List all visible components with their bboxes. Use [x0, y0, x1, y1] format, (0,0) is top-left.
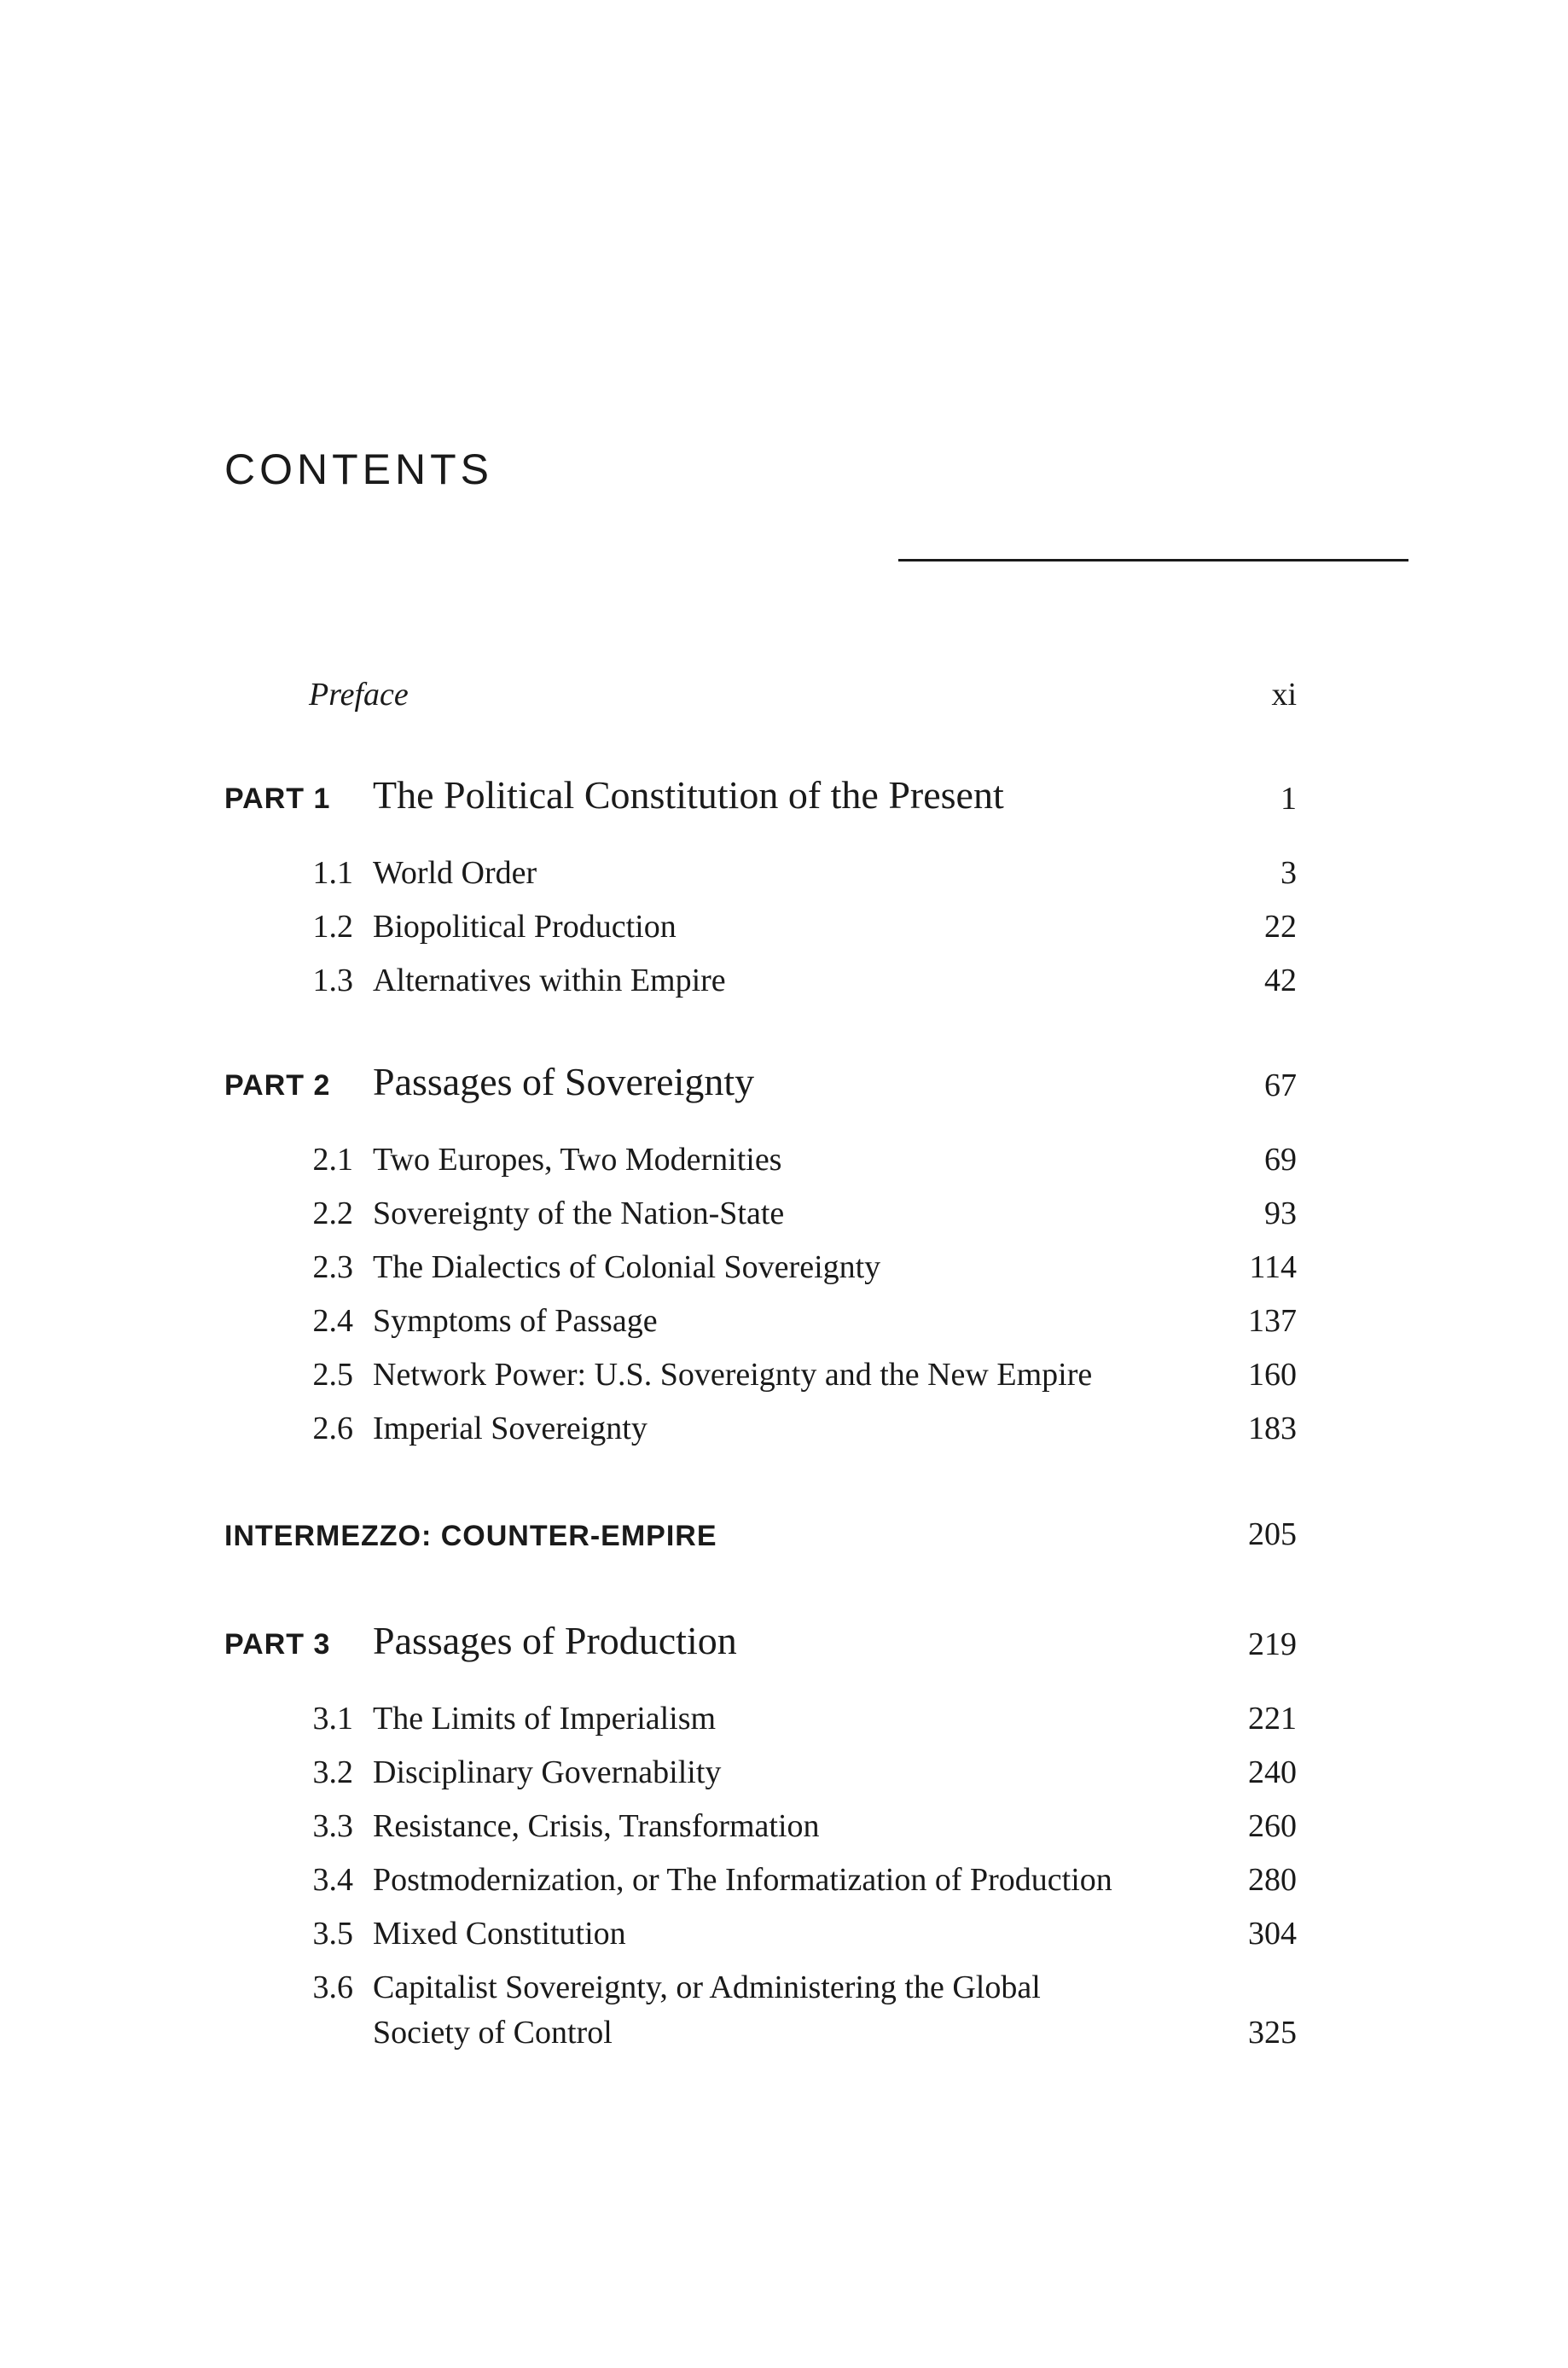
section-title: Biopolitical Production [373, 909, 677, 945]
section-number: 1.3 [312, 963, 353, 998]
entry-title: Preface [309, 677, 409, 713]
toc-entry[interactable] [0, 1696, 1568, 1741]
entry-page: xi [1271, 677, 1297, 713]
toc-entry-preface[interactable] [0, 672, 1568, 717]
section-title: Postmodernization, or The Informatization of Production [373, 1862, 1112, 1898]
toc-intermezzo[interactable] [0, 1512, 1568, 1556]
section-page: 69 [1264, 1142, 1297, 1178]
section-number: 2.2 [312, 1196, 353, 1231]
toc-entry[interactable] [0, 1299, 1568, 1343]
section-title: Network Power: U.S. Sovereignty and the New Empire [373, 1357, 1093, 1393]
section-page: 93 [1264, 1196, 1297, 1231]
toc-entry[interactable] [0, 851, 1568, 895]
section-number: 2.1 [312, 1142, 353, 1178]
section-title: Disciplinary Governability [373, 1754, 722, 1790]
section-title-line-1: Capitalist Sovereignty, or Administering the Global [373, 1969, 1041, 2005]
intermezzo-page: 205 [1248, 1516, 1297, 1552]
toc-entry[interactable] [0, 1406, 1568, 1451]
section-page: 160 [1248, 1357, 1297, 1393]
part-page: 1 [1281, 781, 1297, 817]
section-page: 114 [1249, 1249, 1297, 1285]
section-number: 2.5 [312, 1357, 353, 1393]
toc-entry[interactable] [0, 1353, 1568, 1397]
section-title: The Dialectics of Colonial Sovereignty [373, 1249, 881, 1285]
section-title: Symptoms of Passage [373, 1303, 658, 1339]
toc-part-2[interactable] [0, 1060, 1568, 1104]
toc-entry[interactable] [0, 1245, 1568, 1289]
section-number: 3.5 [312, 1916, 353, 1952]
section-page: 221 [1248, 1701, 1297, 1737]
section-title [373, 1969, 1041, 2051]
section-title: Mixed Constitution [373, 1916, 626, 1952]
section-number: 3.1 [312, 1701, 353, 1737]
section-page: 240 [1248, 1754, 1297, 1790]
section-number: 3.2 [312, 1754, 353, 1790]
toc-entry[interactable] [0, 958, 1568, 1003]
toc-entry[interactable] [0, 1750, 1568, 1795]
section-title: World Order [373, 855, 537, 891]
section-number: 1.2 [312, 909, 353, 945]
section-page: 137 [1248, 1303, 1297, 1339]
toc-entry[interactable] [0, 1191, 1568, 1236]
part-page: 219 [1248, 1626, 1297, 1662]
section-page: 260 [1248, 1808, 1297, 1844]
section-title: Sovereignty of the Nation-State [373, 1196, 785, 1231]
toc-part-3[interactable] [0, 1619, 1568, 1663]
section-title: Alternatives within Empire [373, 963, 726, 998]
section-page: 42 [1264, 963, 1297, 998]
section-title: The Limits of Imperialism [373, 1701, 717, 1737]
part-title: Passages of Production [373, 1619, 737, 1662]
section-number: 2.6 [312, 1411, 353, 1446]
section-page: 183 [1248, 1411, 1297, 1446]
section-number: 3.6 [312, 1969, 353, 2005]
part-page: 67 [1264, 1068, 1297, 1103]
part-title: Passages of Sovereignty [373, 1060, 755, 1103]
page-title: CONTENTS [224, 445, 493, 493]
section-page: 280 [1248, 1862, 1297, 1898]
part-label: PART 2 [224, 1069, 331, 1102]
section-number: 2.4 [312, 1303, 353, 1339]
part-label: PART 3 [224, 1628, 331, 1661]
toc-entry[interactable] [0, 1137, 1568, 1182]
toc-entry[interactable] [0, 1858, 1568, 1902]
section-title: Two Europes, Two Modernities [373, 1142, 782, 1178]
section-number: 2.3 [312, 1249, 353, 1285]
section-number: 1.1 [312, 855, 353, 891]
section-page: 304 [1248, 1916, 1297, 1952]
toc-part-1[interactable] [0, 773, 1568, 817]
section-page: 22 [1264, 909, 1297, 945]
toc-entry[interactable] [0, 1911, 1568, 1956]
section-title-line-2: Society of Control [373, 2015, 613, 2051]
toc-entry[interactable] [0, 1965, 1568, 2051]
toc-entry[interactable] [0, 905, 1568, 949]
section-number: 3.4 [312, 1862, 353, 1898]
section-title: Imperial Sovereignty [373, 1411, 648, 1446]
part-label: PART 1 [224, 783, 331, 815]
section-page: 325 [1248, 2015, 1297, 2051]
intermezzo-title: INTERMEZZO: COUNTER-EMPIRE [224, 1520, 717, 1552]
section-number: 3.3 [312, 1808, 353, 1844]
section-title: Resistance, Crisis, Transformation [373, 1808, 820, 1844]
section-page: 3 [1281, 855, 1297, 891]
toc-entry[interactable] [0, 1804, 1568, 1848]
part-title: The Political Constitution of the Present [373, 773, 1004, 817]
